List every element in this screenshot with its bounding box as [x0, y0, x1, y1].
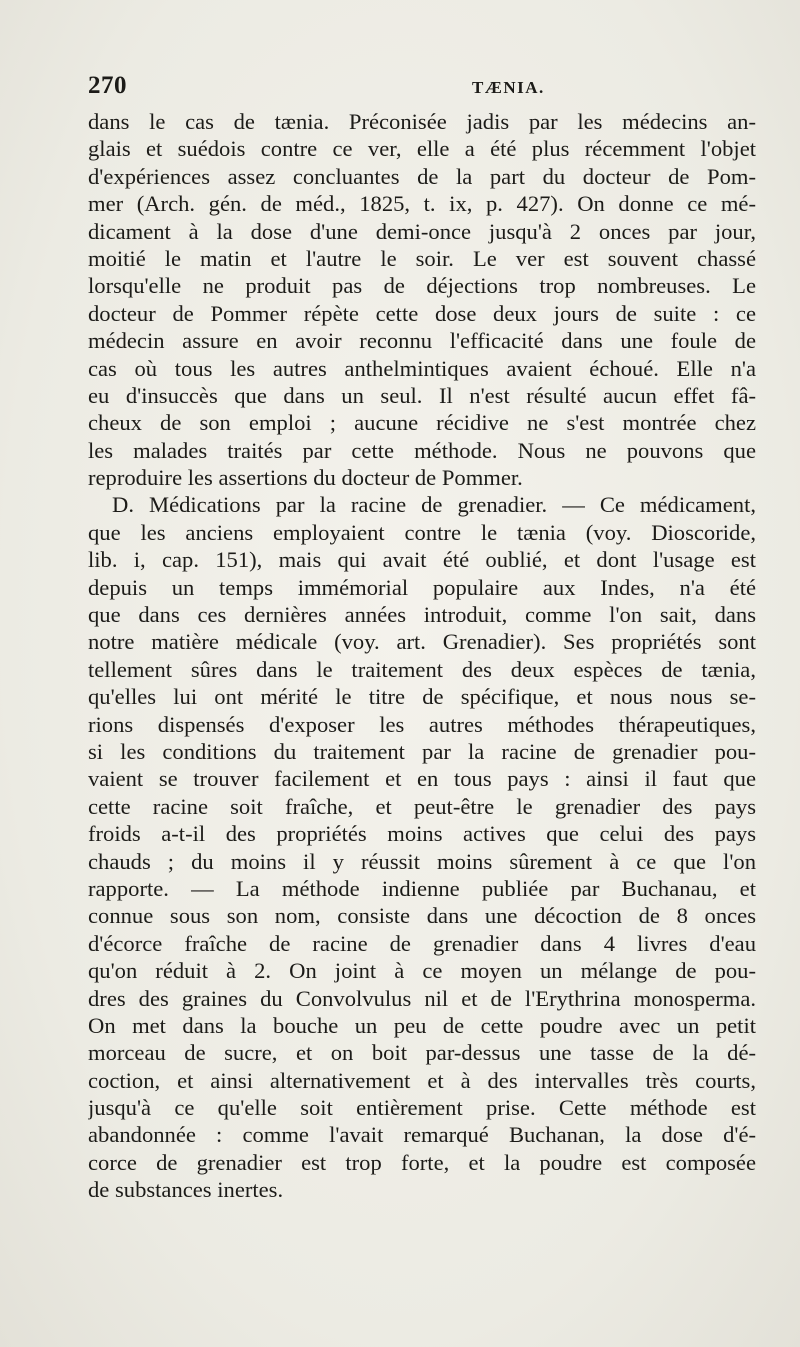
text-line: tellement sûres dans le traitement des deux espèces de tænia,	[88, 656, 756, 682]
text-line: corce de grenadier est trop forte, et la poudre est composée	[88, 1149, 756, 1175]
text-line: rapporte. — La méthode indienne publiée par Buchanau, et	[88, 875, 756, 901]
text-line: dres des graines du Convolvulus nil et de l'Erythrina monosperma.	[88, 985, 756, 1011]
text-line: médecin assure en avoir reconnu l'efficacité dans une foule de	[88, 328, 756, 354]
section-heading-line: D. Médications par la racine de grenadier. — Ce médicament,	[112, 492, 756, 518]
text-line: lib. i, cap. 151), mais qui avait été oublié, et dont l'usage est	[88, 547, 756, 573]
page-header	[88, 72, 758, 106]
text-line: dicament à la dose d'une demi-once jusqu'à 2 onces par jour,	[88, 218, 756, 244]
text-line: lorsqu'elle ne produit pas de déjections trop nombreuses. Le	[88, 273, 756, 299]
text-line: chauds ; du moins il y réussit moins sûrement à ce que l'on	[88, 848, 756, 874]
text-line: de substances inertes.	[88, 1177, 284, 1203]
text-line: glais et suédois contre ce ver, elle a été plus récemment l'objet	[88, 136, 756, 162]
text-line: reproduire les assertions du docteur de Pommer.	[88, 465, 523, 491]
body-text	[88, 108, 756, 1204]
text-line: cheux de son emploi ; aucune récidive ne s'est montrée chez	[88, 410, 756, 436]
text-line: abandonnée : comme l'avait remarqué Buchanan, la dose d'é-	[88, 1122, 756, 1148]
text-line: les malades traités par cette méthode. Nous ne pouvons que	[88, 437, 756, 463]
text-line: moitié le matin et l'autre le soir. Le ver est souvent chassé	[88, 245, 756, 271]
text-line: d'expériences assez concluantes de la part du docteur de Pom-	[88, 163, 756, 189]
text-line: docteur de Pommer répète cette dose deux jours de suite : ce	[88, 300, 756, 326]
text-line: depuis un temps immémorial populaire aux Indes, n'a été	[88, 574, 756, 600]
text-line: morceau de sucre, et on boit par-dessus une tasse de la dé-	[88, 1040, 756, 1066]
text-line: cas où tous les autres anthelmintiques avaient échoué. Elle n'a	[88, 355, 756, 381]
text-line: eu d'insuccès que dans un seul. Il n'est résulté aucun effet fâ-	[88, 382, 756, 408]
text-line: qu'elles lui ont mérité le titre de spécifique, et nous nous se-	[88, 684, 756, 710]
text-line: coction, et ainsi alternativement et à des intervalles très courts,	[88, 1067, 756, 1093]
text-line: vaient se trouver facilement et en tous pays : ainsi il faut que	[88, 766, 756, 792]
text-line: On met dans la bouche un peu de cette poudre avec un petit	[88, 1012, 756, 1038]
text-line: qu'on réduit à 2. On joint à ce moyen un mélange de pou-	[88, 958, 756, 984]
text-line: cette racine soit fraîche, et peut-être le grenadier des pays	[88, 793, 756, 819]
text-line: que les anciens employaient contre le tænia (voy. Dioscoride,	[88, 519, 756, 545]
text-line: que dans ces dernières années introduit, comme l'on sait, dans	[88, 602, 756, 628]
text-line: froids a-t-il des propriétés moins actives que celui des pays	[88, 821, 756, 847]
text-line: jusqu'à ce qu'elle soit entièrement prise. Cette méthode est	[88, 1095, 756, 1121]
text-line: notre matière médicale (voy. art. Grenadier). Ses propriétés sont	[88, 629, 756, 655]
text-line: dans le cas de tænia. Préconisée jadis par les médecins an-	[88, 109, 756, 134]
text-line: connue sous son nom, consiste dans une décoction de 8 onces	[88, 903, 756, 929]
text-line: si les conditions du traitement par la racine de grenadier pou-	[88, 738, 756, 764]
running-head: TÆNIA.	[472, 78, 545, 97]
page-number: 270	[88, 72, 127, 99]
text-line: rions dispensés d'exposer les autres méthodes thérapeutiques,	[88, 711, 756, 737]
text-line: d'écorce fraîche de racine de grenadier dans 4 livres d'eau	[88, 930, 756, 956]
text-line: mer (Arch. gén. de méd., 1825, t. ix, p. 427). On donne ce mé-	[88, 191, 756, 217]
